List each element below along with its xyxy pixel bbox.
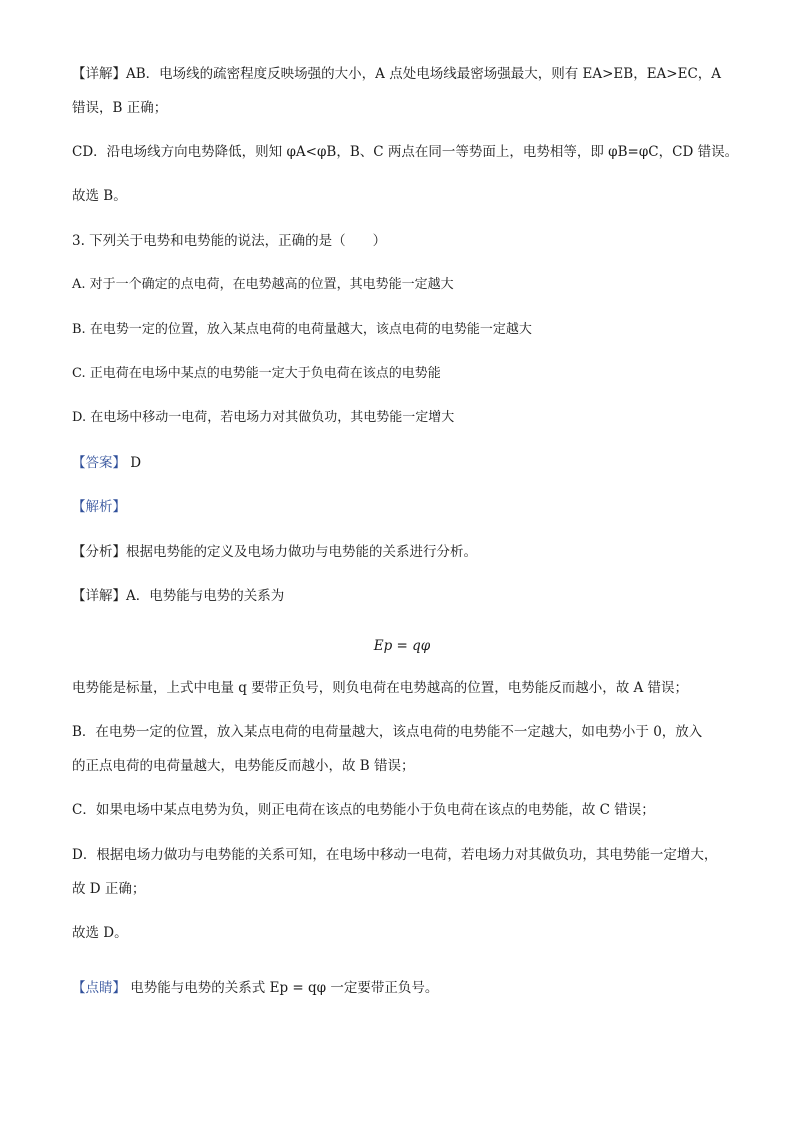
detail-a-text: 电势能是标量，上式中电量 q 要带正负号，则负电荷在电势越高的位置，电势能反而越小，故 A 错误； xyxy=(72,680,689,696)
option-d: D. 在电场中移动一电荷，若电场力对其做负功，其电势能一定增大 xyxy=(72,410,455,425)
explanation-cd: CD．沿电场线方向电势降低，则知 φA<φB，B、C 两点在同一等势面上，电势相等，即 φB=φC，CD 错误。 xyxy=(72,144,739,160)
option-c: C. 正电荷在电场中某点的电势能一定大于负电荷在该点的电势能 xyxy=(72,366,441,381)
option-b: B. 在电势一定的位置，放入某点电荷的电荷量越大，该点电荷的电势能一定越大 xyxy=(72,322,532,337)
detail-c: C．如果电场中某点电势为负，则正电荷在该点的电势能小于负电荷在该点的电势能，故 C 错误； xyxy=(72,802,655,818)
answer-line xyxy=(72,453,141,473)
choose-b: 故选 B。 xyxy=(72,188,127,204)
conclusion: 故选 D。 xyxy=(72,925,128,941)
option-a: A. 对于一个确定的点电荷，在电势越高的位置，其电势能一定越大 xyxy=(72,277,454,292)
answer-value: D xyxy=(130,455,142,471)
explanation-ab-line2: 错误，B 正确； xyxy=(72,100,168,116)
question-3-stem: 3. 下列关于电势和电势能的说法，正确的是（ ） xyxy=(72,233,387,249)
detail-b-line1: B．在电势一定的位置，放入某点电荷的电荷量越大，该点电荷的电势能不一定越大，如电势小于 0，放入 xyxy=(72,724,703,740)
detail-d-line2: 故 D 正确； xyxy=(72,881,146,897)
detail-a-intro: 【详解】A．电势能与电势的关系为 xyxy=(72,588,285,604)
analysis-tag: 【解析】 xyxy=(72,499,126,515)
formula-ep-q-phi: Ep = qφ xyxy=(373,638,431,654)
tip-line xyxy=(72,978,438,998)
tip-text: 电势能与电势的关系式 Ep = qφ 一定要带正负号。 xyxy=(130,980,439,996)
detail-b-line2: 的正点电荷的电荷量越大，电势能反而越小，故 B 错误； xyxy=(72,758,415,774)
explanation-ab-line1: 【详解】AB．电场线的疏密程度反映场强的大小，A 点处电场线最密场强最大，则有 EA>EB，EA>EC，A xyxy=(72,66,722,82)
tip-tag: 【点睛】 xyxy=(72,980,126,996)
detail-d-line1: D．根据电场力做功与电势能的关系可知，在电场中移动一电荷，若电场力对其做负功，其电势能一定增大， xyxy=(72,847,718,863)
answer-tag: 【答案】 xyxy=(72,455,126,471)
analysis-fenxi: 【分析】根据电势能的定义及电场力做功与电势能的关系进行分析。 xyxy=(72,544,477,560)
